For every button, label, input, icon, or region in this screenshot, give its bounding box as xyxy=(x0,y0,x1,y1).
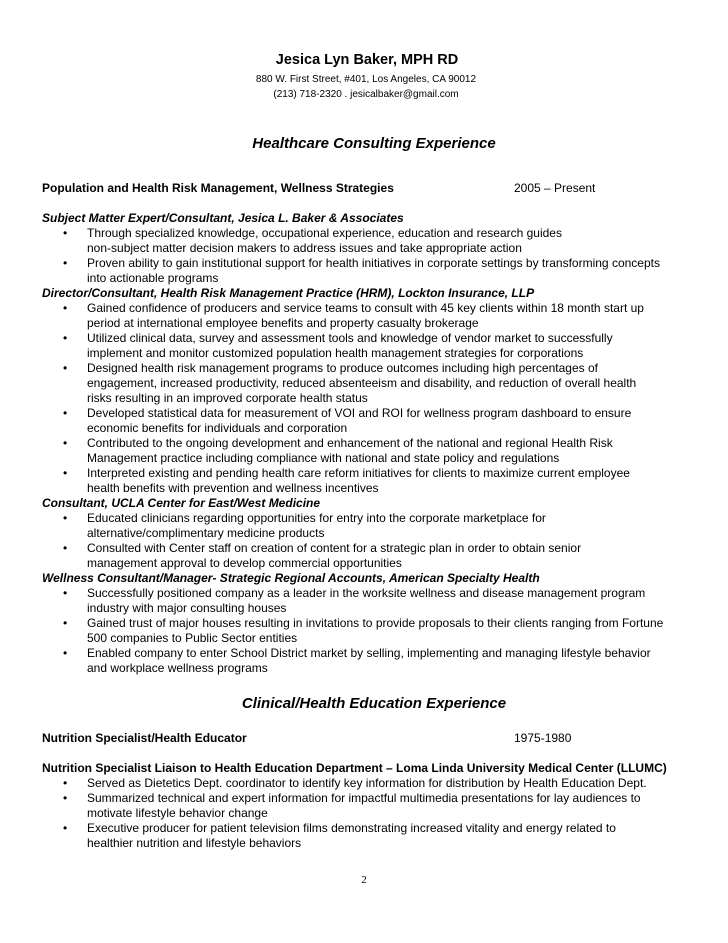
consulting-dates: 2005 – Present xyxy=(514,181,596,195)
bullet-icon: • xyxy=(63,541,68,555)
bullet-line: Gained trust of major houses resulting in invitations to provide proposals to their clients ranging from Fortune xyxy=(87,616,664,630)
bullet-line: alternative/complimentary medicine products xyxy=(87,526,325,541)
candidate-address: 880 W. First Street, #401, Los Angeles, CA 90012 xyxy=(255,74,477,85)
candidate-name: Jesica Lyn Baker, MPH RD xyxy=(275,52,459,68)
bullet-icon: • xyxy=(63,256,68,270)
bullet-icon: • xyxy=(63,586,68,600)
clinical-section-title: Clinical/Health Education Experience xyxy=(241,695,507,712)
candidate-contact: (213) 718-2320 . jesicalbaker@gmail.com xyxy=(273,89,459,100)
role-director-consultant: Director/Consultant, Health Risk Management Practice (HRM), Lockton Insurance, LLP xyxy=(42,286,535,300)
role-ucla-consultant: Consultant, UCLA Center for East/West Medicine xyxy=(42,496,321,510)
bullet-icon: • xyxy=(63,406,68,420)
role-nutrition-liaison: Nutrition Specialist Liaison to Health Education Department – Loma Linda University Medical Center (LLUMC) xyxy=(42,761,667,775)
consulting-heading: Population and Health Risk Management, Wellness Strategies xyxy=(42,181,394,195)
bullet-line: Educated clinicians regarding opportunities for entry into the corporate marketplace for xyxy=(87,511,546,525)
bullet-icon: • xyxy=(63,226,68,240)
bullet-line: Contributed to the ongoing development and enhancement of the national and regional Health Risk xyxy=(87,436,613,450)
bullet-line: non-subject matter decision makers to address issues and take appropriate action xyxy=(87,241,522,256)
bullet-line: Summarized technical and expert information for impactful multimedia presentations for lay audiences to xyxy=(87,791,641,805)
bullet-line: Management practice including compliance with national and state policy and regulations xyxy=(87,451,560,466)
bullet-icon: • xyxy=(63,776,68,790)
bullet-line: engagement, increased productivity, reduced absenteeism and disability, and reduction of overall health xyxy=(87,376,637,391)
clinical-dates: 1975-1980 xyxy=(514,731,572,745)
bullet-icon: • xyxy=(63,466,68,480)
bullet-line: Designed health risk management programs to produce outcomes including high percentages of xyxy=(87,361,598,375)
bullet-line: risks resulting in an improved corporate health status xyxy=(87,391,368,406)
bullet-line: and workplace wellness programs xyxy=(87,661,268,676)
bullet-icon: • xyxy=(63,791,68,805)
clinical-heading: Nutrition Specialist/Health Educator xyxy=(42,731,247,745)
bullet-line: into actionable programs xyxy=(87,271,219,286)
page-number: 2 xyxy=(361,874,367,886)
bullet-icon: • xyxy=(63,301,68,315)
bullet-line: Gained confidence of producers and service teams to consult with 45 key clients within 18 month start up xyxy=(87,301,644,315)
bullet-line: Utilized clinical data, survey and assessment tools and knowledge of vendor market to successfully xyxy=(87,331,613,345)
bullet-icon: • xyxy=(63,511,68,525)
bullet-line: management approval to develop commercial opportunities xyxy=(87,556,402,571)
bullet-line: implement and monitor customized population health management strategies for corporations xyxy=(87,346,584,361)
bullet-line: Interpreted existing and pending health care reform initiatives for clients to maximize current employee xyxy=(87,466,630,480)
bullet-line: Developed statistical data for measurement of VOI and ROI for wellness program dashboard to ensure xyxy=(87,406,632,420)
role-subject-matter-expert: Subject Matter Expert/Consultant, Jesica L. Baker & Associates xyxy=(42,211,404,225)
bullet-line: Served as Dietetics Dept. coordinator to identify key information for distribution by Health Education Dept. xyxy=(87,776,647,790)
bullet-icon: • xyxy=(63,436,68,450)
bullet-line: health benefits with prevention and wellness incentives xyxy=(87,481,379,496)
bullet-line: 500 companies to Public Sector entities xyxy=(87,631,298,646)
bullet-icon: • xyxy=(63,821,68,835)
bullet-line: economic benefits for individuals and corporation xyxy=(87,421,348,436)
bullet-icon: • xyxy=(63,331,68,345)
bullet-icon: • xyxy=(63,361,68,375)
bullet-line: industry with major consulting houses xyxy=(87,601,287,616)
bullet-line: Enabled company to enter School District market by selling, implementing and managing lifestyle behavior xyxy=(87,646,651,660)
bullet-line: healthier nutrition and lifestyle behaviors xyxy=(87,836,302,851)
consulting-section-title: Healthcare Consulting Experience xyxy=(252,135,496,152)
bullet-line: Successfully positioned company as a leader in the worksite wellness and disease management program xyxy=(87,586,646,600)
bullet-line: Through specialized knowledge, occupational experience, education and research guides xyxy=(87,226,562,240)
bullet-line: Consulted with Center staff on creation of content for a strategic plan in order to obtain senior xyxy=(87,541,582,555)
bullet-line: Executive producer for patient television films demonstrating increased vitality and energy related to xyxy=(87,821,616,835)
bullet-icon: • xyxy=(63,616,68,630)
bullet-line: Proven ability to gain institutional support for health initiatives in corporate settings by transforming concepts xyxy=(87,256,660,270)
bullet-line: period at international employee benefits and property casualty brokerage xyxy=(87,316,479,331)
bullet-icon: • xyxy=(63,646,68,660)
role-wellness-consultant: Wellness Consultant/Manager- Strategic Regional Accounts, American Specialty Health xyxy=(42,571,540,585)
bullet-line: motivate lifestyle behavior change xyxy=(87,806,268,821)
